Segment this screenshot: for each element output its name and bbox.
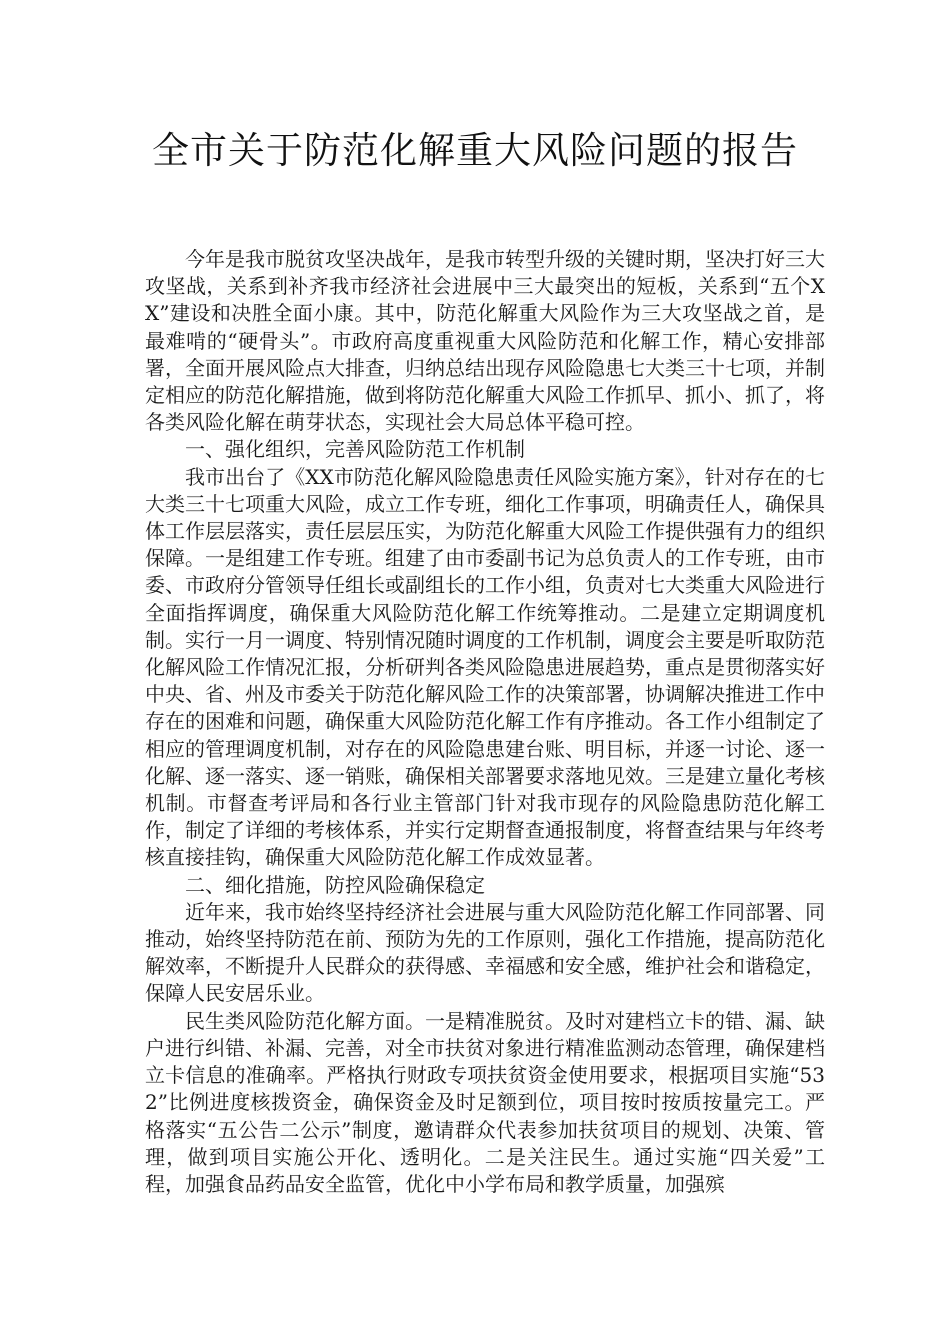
section-heading-2: 二、细化措施，防控风险确保稳定: [185, 872, 485, 897]
paragraph-livelihood-risks: 民生类风险防范化解方面。一是精准脱贫。及时对建档立卡的错、漏、缺户进行纠错、补漏、完善，对全市扶贫对象进行精准监测动态管理，确保建档立卡信息的准确率。严格执行财政专项扶贫资金使用要求，根据项目实施“532”比例进度核拨资金，确保资金及时足额到位，项目按时按质按量完工。严格落实“五公告二公示”制度，邀请群众代表参加扶贫项目的规划、决策、管理，做到项目实施公开化、透明化。二是关注民生。通过实施“四关爱”工程，加强食品药品安全监管，优化中小学布局和教学质量，加强殡: [145, 1008, 825, 1196]
document-body: [145, 246, 825, 1198]
paragraph-section-2-intro: 近年来，我市始终坚持经济社会进展与重大风险防范化解工作同部署、同推动，始终坚持防范在前、预防为先的工作原则，强化工作措施，提高防范化解效率，不断提升人民群众的获得感、幸福感和安全感，维护社会和谐稳定，保障人民安居乐业。: [145, 899, 825, 1006]
document-title: 全市关于防范化解重大风险问题的报告: [152, 129, 798, 172]
section-heading-1: 一、强化组织，完善风险防范工作机制: [185, 437, 525, 462]
paragraph-section-1: 我市出台了《XX市防范化解风险隐患责任风险实施方案》，针对存在的七大类三十七项重大风险，成立工作专班，细化工作事项，明确责任人，确保具体工作层层落实，责任层层压实，为防范化解重大风险工作提供强有力的组织保障。一是组建工作专班。组建了由市委副书记为总负责人的工作专班，由市委、市政府分管领导任组长或副组长的工作小组，负责对七大类重大风险进行全面指挥调度，确保重大风险防范化解工作统筹推动。二是建立定期调度机制。实行一月一调度、特别情况随时调度的工作机制，调度会主要是听取防范化解风险工作情况汇报，分析研判各类风险隐患进展趋势，重点是贯彻落实好中央、省、州及市委关于防范化解风险工作的决策部署，协调解决推进工作中存在的困难和问题，确保重大风险防范化解工作有序推动。各工作小组制定了相应的管理调度机制，对存在的风险隐患建台账、明目标，并逐一讨论、逐一化解、逐一落实、逐一销账，确保相关部署要求落地见效。三是建立量化考核机制。市督查考评局和各行业主管部门针对我市现存的风险隐患防范化解工作，制定了详细的考核体系，并实行定期督查通报制度，将督查结果与年终考核直接挂钩，确保重大风险防范化解工作成效显著。: [145, 464, 825, 870]
paragraph-intro: 今年是我市脱贫攻坚决战年，是我市转型升级的关键时期，坚决打好三大攻坚战，关系到补齐我市经济社会进展中三大最突出的短板，关系到“五个XX”建设和决胜全面小康。其中，防范化解重大风险作为三大攻坚战之首，是最难啃的“硬骨头”。市政府高度重视重大风险防范和化解工作，精心安排部署，全面开展风险点大排查，归纳总结出现存风险隐患七大类三十七项，并制定相应的防范化解措施，做到将防范化解重大风险工作抓早、抓小、抓了，将各类风险化解在萌芽状态，实现社会大局总体平稳可控。: [145, 247, 825, 435]
